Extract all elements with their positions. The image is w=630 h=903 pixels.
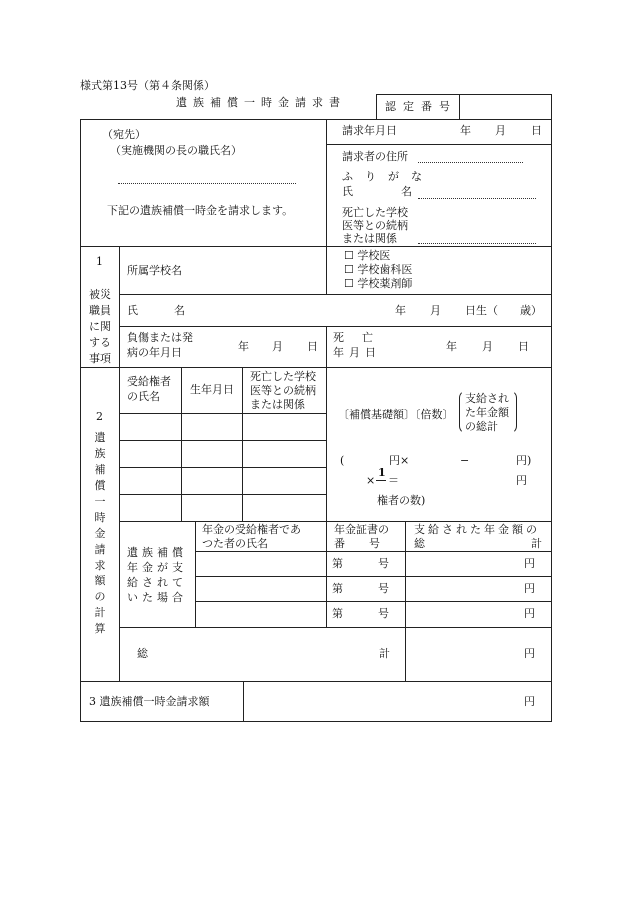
dob-label: 生年月日 xyxy=(190,383,234,396)
cert-row1-dai: 第 xyxy=(332,557,343,570)
formula-count: 権者の数) xyxy=(377,494,426,507)
relation-line3: または関係 xyxy=(342,232,397,245)
paid-total-line2-a: 総 xyxy=(414,537,425,550)
formula-open: ( xyxy=(340,454,345,467)
birth-suffix: 日生（ xyxy=(465,304,498,317)
formula-yen-times: 円× xyxy=(389,454,410,467)
relation2-line1: 死亡した学校 xyxy=(250,370,316,383)
formula-paid-line3: の総計 xyxy=(465,420,498,433)
request-month: 月 xyxy=(495,124,506,137)
request-date-label: 請求年月日 xyxy=(342,124,397,137)
formula-paid-line2: た年金額 xyxy=(465,406,509,419)
death-label-line1: 死亡 xyxy=(333,331,391,344)
form-title: 遺族補償一時金請求書 xyxy=(176,96,346,109)
paid-total-line1: 支給された年金額の xyxy=(414,523,540,536)
addressee-official: （実施機関の長の職氏名） xyxy=(110,144,242,157)
beneficiary-label-line2: の氏名 xyxy=(127,390,160,403)
furigana-label: ふりがな xyxy=(342,170,434,183)
requester-name-label: 氏名 xyxy=(342,185,460,198)
death-day: 日 xyxy=(518,340,529,353)
paid-total-line2-b: 計 xyxy=(531,537,542,550)
cert-row1-go: 号 xyxy=(378,557,389,570)
frame-bottom xyxy=(80,721,551,722)
addressee-to: （宛先） xyxy=(102,128,146,141)
address-label: 請求者の住所 xyxy=(342,150,408,163)
relation2-line2: 医等との続柄 xyxy=(250,384,316,397)
section2-label: 遺族補償一時金請求額の計算 xyxy=(94,431,106,636)
frame-right xyxy=(551,94,552,722)
injury-year: 年 xyxy=(238,340,249,353)
injury-label-line1: 負傷または発 xyxy=(127,331,193,344)
cert-row2-dai: 第 xyxy=(332,582,343,595)
formula-equals: ＝ xyxy=(388,474,399,487)
school-label: 所属学校名 xyxy=(127,264,182,277)
cert-row2-go: 号 xyxy=(378,582,389,595)
option-school-doctor[interactable]: ☐ 学校医 xyxy=(344,249,391,262)
formula-yen-close: 円) xyxy=(516,454,532,467)
cert-row3-go: 号 xyxy=(378,607,389,620)
pension-holder-line2: つた者の氏名 xyxy=(202,537,268,550)
frame-top xyxy=(80,119,551,120)
relation-line2: 医等との続柄 xyxy=(342,219,408,232)
cert-number-label: 認定番号 xyxy=(385,100,457,113)
grand-total-yen: 円 xyxy=(524,647,535,660)
request-text: 下記の遺族補償一時金を請求します。 xyxy=(107,204,294,217)
victim-name-label: 氏名 xyxy=(127,304,221,317)
formula-paid-line1: 支給され xyxy=(465,392,509,405)
cert-no-line1: 年金証書の xyxy=(334,523,389,536)
birth-year: 年 xyxy=(395,304,406,317)
grand-total-left: 総 xyxy=(137,647,148,660)
section2-number: 2 xyxy=(96,410,103,423)
pension-label-line1: 遺族補償 xyxy=(127,546,187,559)
paid-row2-yen: 円 xyxy=(524,582,535,595)
relation2-line3: または関係 xyxy=(250,398,305,411)
death-month: 月 xyxy=(482,340,493,353)
request-year: 年 xyxy=(460,124,471,137)
pension-holder-line1: 年金の受給権者であ xyxy=(202,523,301,536)
frame-left xyxy=(80,119,81,722)
formula-base: 〔補償基礎額〕〔倍数〕 xyxy=(338,408,454,421)
request-day: 日 xyxy=(531,124,542,137)
pension-label-line3: 給されて xyxy=(127,576,187,589)
formula-times: × xyxy=(366,474,376,487)
pension-label-line2: 年金が支 xyxy=(127,561,187,574)
injury-day: 日 xyxy=(307,340,318,353)
paid-row3-yen: 円 xyxy=(524,607,535,620)
paid-row1-yen: 円 xyxy=(524,557,535,570)
cert-row3-dai: 第 xyxy=(332,607,343,620)
section1-label: 被災職員に関する事項 xyxy=(89,288,111,365)
section3-label: 3 遺族補償一時金請求額 xyxy=(89,695,210,708)
death-year: 年 xyxy=(446,340,457,353)
section1-number: 1 xyxy=(96,255,103,268)
formula-yen: 円 xyxy=(516,474,527,487)
formula-one: 1 xyxy=(378,466,386,479)
grand-total-right: 計 xyxy=(379,647,390,660)
relation-line1: 死亡した学校 xyxy=(342,206,408,219)
section3-yen: 円 xyxy=(524,695,535,708)
form-id: 様式第13号（第４条関係） xyxy=(80,79,215,92)
death-label-line2: 年月日 xyxy=(333,346,381,359)
birth-month: 月 xyxy=(430,304,441,317)
beneficiary-label-line1: 受給権者 xyxy=(127,375,171,388)
option-school-dentist[interactable]: ☐ 学校歯科医 xyxy=(344,263,413,276)
injury-label-line2: 病の年月日 xyxy=(127,346,182,359)
pension-label-line4: いた場合 xyxy=(127,591,187,604)
formula-minus: − xyxy=(460,454,470,467)
cert-no-line2: 番号 xyxy=(334,537,404,550)
injury-month: 月 xyxy=(272,340,283,353)
age-suffix: 歳） xyxy=(520,304,542,317)
option-school-pharmacist[interactable]: ☐ 学校薬剤師 xyxy=(344,277,413,290)
